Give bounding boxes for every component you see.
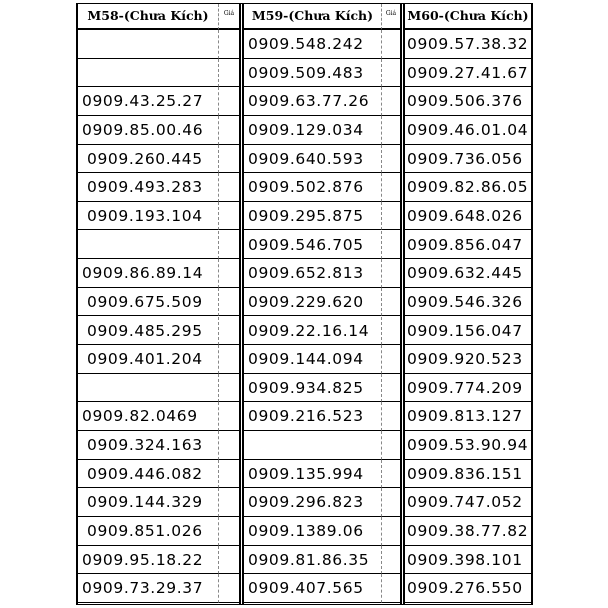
- phone-number-cell: [78, 30, 218, 59]
- phone-number-cell: 0909.86.89.14: [78, 259, 218, 288]
- price-cell: [381, 374, 400, 403]
- phone-number-cell: 0909.129.034: [244, 116, 381, 145]
- price-cell: [381, 87, 400, 116]
- price-table-block-2: [242, 4, 402, 604]
- price-cell: [218, 574, 239, 603]
- phone-number-cell: 0909.57.38.32: [405, 30, 531, 59]
- price-cell: [381, 116, 400, 145]
- price-column-header: Giá: [381, 4, 400, 30]
- price-cell: [218, 288, 239, 317]
- price-cell: [218, 317, 239, 346]
- price-cell: [381, 488, 400, 517]
- price-cell: [381, 402, 400, 431]
- phone-number-cell: 0909.502.876: [244, 173, 381, 202]
- phone-number-sheet: [76, 3, 533, 605]
- phone-number-cell: 0909.73.29.37: [78, 574, 218, 603]
- price-cell: [218, 345, 239, 374]
- price-cell: [218, 116, 239, 145]
- price-cell: [381, 345, 400, 374]
- phone-number-cell: 0909.813.127: [405, 402, 531, 431]
- phone-number-cell: 0909.401.204: [78, 345, 218, 374]
- phone-number-cell: 0909.640.593: [244, 145, 381, 174]
- price-cell: [218, 173, 239, 202]
- price-cell: [218, 202, 239, 231]
- phone-number-cell: 0909.156.047: [405, 317, 531, 346]
- phone-number-cell: 0909.63.77.26: [244, 87, 381, 116]
- phone-number-cell: 0909.27.41.67: [405, 59, 531, 88]
- price-cell: [218, 517, 239, 546]
- price-cell: [381, 202, 400, 231]
- phone-number-cell: 0909.38.77.82: [405, 517, 531, 546]
- phone-number-cell: 0909.216.523: [244, 402, 381, 431]
- phone-number-cell: 0909.296.823: [244, 488, 381, 517]
- price-cell: [218, 488, 239, 517]
- phone-number-cell: 0909.546.705: [244, 231, 381, 260]
- price-cell: [381, 173, 400, 202]
- phone-number-cell: 0909.43.25.27: [78, 87, 218, 116]
- phone-number-cell: 0909.85.00.46: [78, 116, 218, 145]
- phone-number-cell: 0909.135.994: [244, 460, 381, 489]
- phone-number-cell: 0909.22.16.14: [244, 317, 381, 346]
- price-column-header: Giá: [218, 4, 239, 30]
- phone-number-cell: 0909.276.550: [405, 574, 531, 603]
- price-cell: [381, 30, 400, 59]
- phone-number-cell: 0909.648.026: [405, 202, 531, 231]
- price-cell: [381, 460, 400, 489]
- phone-number-cell: 0909.446.082: [78, 460, 218, 489]
- phone-number-cell: 0909.747.052: [405, 488, 531, 517]
- phone-number-cell: 0909.920.523: [405, 345, 531, 374]
- price-cell: [218, 546, 239, 575]
- phone-number-cell: [78, 374, 218, 403]
- price-cell: [381, 317, 400, 346]
- price-cell: [218, 231, 239, 260]
- price-cell: [381, 288, 400, 317]
- phone-number-cell: 0909.82.86.05: [405, 173, 531, 202]
- phone-number-cell: 0909.407.565: [244, 574, 381, 603]
- phone-number-cell: 0909.652.813: [244, 259, 381, 288]
- phone-number-cell: [244, 431, 381, 460]
- price-cell: [381, 231, 400, 260]
- price-cell: [218, 30, 239, 59]
- price-cell: [218, 431, 239, 460]
- price-cell: [381, 59, 400, 88]
- phone-number-cell: 0909.736.056: [405, 145, 531, 174]
- price-table-block-1: [76, 4, 241, 604]
- price-cell: [218, 374, 239, 403]
- price-table-block-3: [403, 4, 533, 604]
- phone-number-cell: 0909.53.90.94: [405, 431, 531, 460]
- phone-number-cell: 0909.546.326: [405, 288, 531, 317]
- phone-number-cell: 0909.485.295: [78, 317, 218, 346]
- phone-number-cell: 0909.774.209: [405, 374, 531, 403]
- phone-number-cell: 0909.856.047: [405, 231, 531, 260]
- phone-number-cell: [78, 59, 218, 88]
- phone-number-cell: 0909.324.163: [78, 431, 218, 460]
- phone-number-cell: 0909.506.376: [405, 87, 531, 116]
- price-cell: [218, 402, 239, 431]
- phone-number-cell: 0909.934.825: [244, 374, 381, 403]
- phone-number-cell: 0909.509.483: [244, 59, 381, 88]
- phone-number-cell: 0909.144.094: [244, 345, 381, 374]
- phone-number-cell: 0909.81.86.35: [244, 546, 381, 575]
- column-header: M60-(Chưa Kích): [405, 4, 531, 30]
- phone-number-cell: 0909.229.620: [244, 288, 381, 317]
- phone-number-cell: 0909.548.242: [244, 30, 381, 59]
- phone-number-cell: 0909.46.01.04: [405, 116, 531, 145]
- phone-number-cell: 0909.95.18.22: [78, 546, 218, 575]
- price-cell: [218, 259, 239, 288]
- phone-number-cell: 0909.193.104: [78, 202, 218, 231]
- price-cell: [218, 87, 239, 116]
- phone-number-cell: 0909.836.151: [405, 460, 531, 489]
- phone-number-cell: 0909.493.283: [78, 173, 218, 202]
- phone-number-cell: 0909.675.509: [78, 288, 218, 317]
- price-cell: [381, 431, 400, 460]
- column-header: M59-(Chưa Kích): [244, 4, 381, 30]
- phone-number-cell: 0909.1389.06: [244, 517, 381, 546]
- phone-number-cell: 0909.295.875: [244, 202, 381, 231]
- phone-number-cell: 0909.82.0469: [78, 402, 218, 431]
- phone-number-cell: 0909.260.445: [78, 145, 218, 174]
- price-cell: [381, 145, 400, 174]
- price-cell: [381, 574, 400, 603]
- phone-number-cell: 0909.398.101: [405, 546, 531, 575]
- phone-number-cell: 0909.144.329: [78, 488, 218, 517]
- price-cell: [218, 460, 239, 489]
- price-cell: [381, 546, 400, 575]
- phone-number-cell: [78, 231, 218, 260]
- phone-number-cell: 0909.632.445: [405, 259, 531, 288]
- price-cell: [218, 59, 239, 88]
- price-cell: [218, 145, 239, 174]
- column-header: M58-(Chưa Kích): [78, 4, 218, 30]
- price-cell: [381, 517, 400, 546]
- phone-number-cell: 0909.851.026: [78, 517, 218, 546]
- price-cell: [381, 259, 400, 288]
